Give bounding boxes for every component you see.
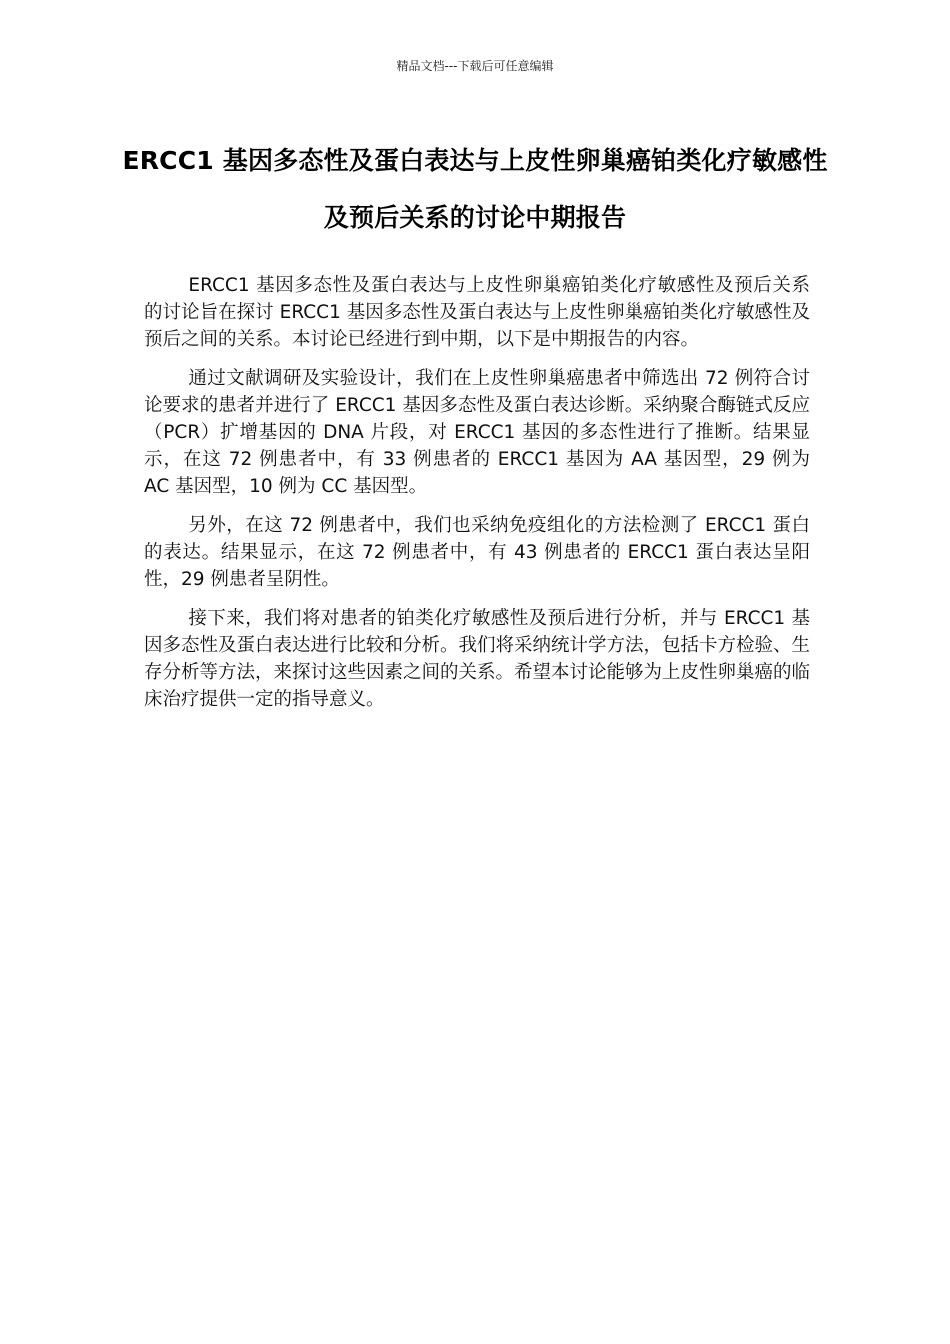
- document-title: ERCC1 基因多态性及蛋白表达与上皮性卵巢癌铂类化疗敏感性及预后关系的讨论中期报告: [122, 146, 828, 232]
- paragraph-next-steps: 接下来，我们将对患者的铂类化疗敏感性及预后进行分析，并与 ERCC1 基因多态性及蛋白表达进行比较和分析。我们将采纳统计学方法，包括卡方检验、生存分析等方法，来探讨这些因素之间的关系。希望本讨论能够为上皮性卵巢癌的临床治疗提供一定的指导意义。: [144, 608, 811, 710]
- paragraph-intro: ERCC1 基因多态性及蛋白表达与上皮性卵巢癌铂类化疗敏感性及预后关系的讨论旨在探讨 ERCC1 基因多态性及蛋白表达与上皮性卵巢癌铂类化疗敏感性及预后之间的关系。本讨论已经进行到中期，以下是中期报告的内容。: [144, 275, 810, 350]
- paragraph-genotype-results: 通过文献调研及实验设计，我们在上皮性卵巢癌患者中筛选出 72 例符合讨论要求的患者并进行了 ERCC1 基因多态性及蛋白表达诊断。采纳聚合酶链式反应（PCR）扩增基因的 DNA 片段，对 ERCC1 基因的多态性进行了推断。结果显示，在这 72 例患者中，有 33 例患者的 ERCC1 基因为 AA 基因型，29 例为 AC 基因型，10 例为 CC 基因型。: [144, 368, 810, 497]
- document-body: [144, 272, 810, 725]
- paragraph-protein-expression: 另外，在这 72 例患者中，我们也采纳免疫组化的方法检测了 ERCC1 蛋白的表达。结果显示，在这 72 例患者中，有 43 例患者的 ERCC1 蛋白表达呈阳性，29 例患者呈阴性。: [144, 515, 810, 590]
- header-note: 精品文档---下载后可任意编辑: [396, 59, 554, 73]
